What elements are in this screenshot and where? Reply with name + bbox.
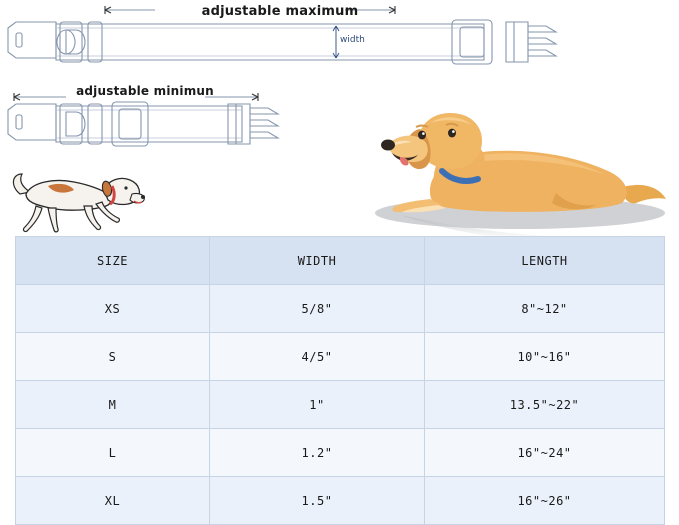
table-row bbox=[16, 381, 665, 429]
cell-width: 4/5" bbox=[210, 333, 425, 381]
cell-size: L bbox=[16, 429, 210, 477]
header-width: WIDTH bbox=[210, 237, 425, 285]
size-table bbox=[15, 236, 665, 525]
table-row bbox=[16, 333, 665, 381]
table-row bbox=[16, 429, 665, 477]
header-length: LENGTH bbox=[425, 237, 665, 285]
cell-length: 8"~12" bbox=[425, 285, 665, 333]
cell-size: XL bbox=[16, 477, 210, 525]
cell-length: 16"~24" bbox=[425, 429, 665, 477]
cell-width: 1.5" bbox=[210, 477, 425, 525]
table-row bbox=[16, 477, 665, 525]
adjustable-maximum-caption: adjustable maximum bbox=[201, 4, 359, 19]
cell-length: 10"~16" bbox=[425, 333, 665, 381]
cell-size: S bbox=[16, 333, 210, 381]
table-header-row bbox=[16, 237, 665, 285]
size-table-wrapper bbox=[15, 236, 664, 525]
adjustable-minimum-caption: adjustable minimun bbox=[76, 84, 214, 98]
cell-length: 13.5"~22" bbox=[425, 381, 665, 429]
table-row bbox=[16, 285, 665, 333]
running-dog-illustration bbox=[8, 160, 148, 240]
cell-length: 16"~26" bbox=[425, 477, 665, 525]
cell-width: 1.2" bbox=[210, 429, 425, 477]
cell-size: XS bbox=[16, 285, 210, 333]
header-size: SIZE bbox=[16, 237, 210, 285]
cell-width: 1" bbox=[210, 381, 425, 429]
cell-width: 5/8" bbox=[210, 285, 425, 333]
width-label: width bbox=[340, 35, 365, 45]
golden-retriever-illustration bbox=[360, 95, 670, 245]
cell-size: M bbox=[16, 381, 210, 429]
